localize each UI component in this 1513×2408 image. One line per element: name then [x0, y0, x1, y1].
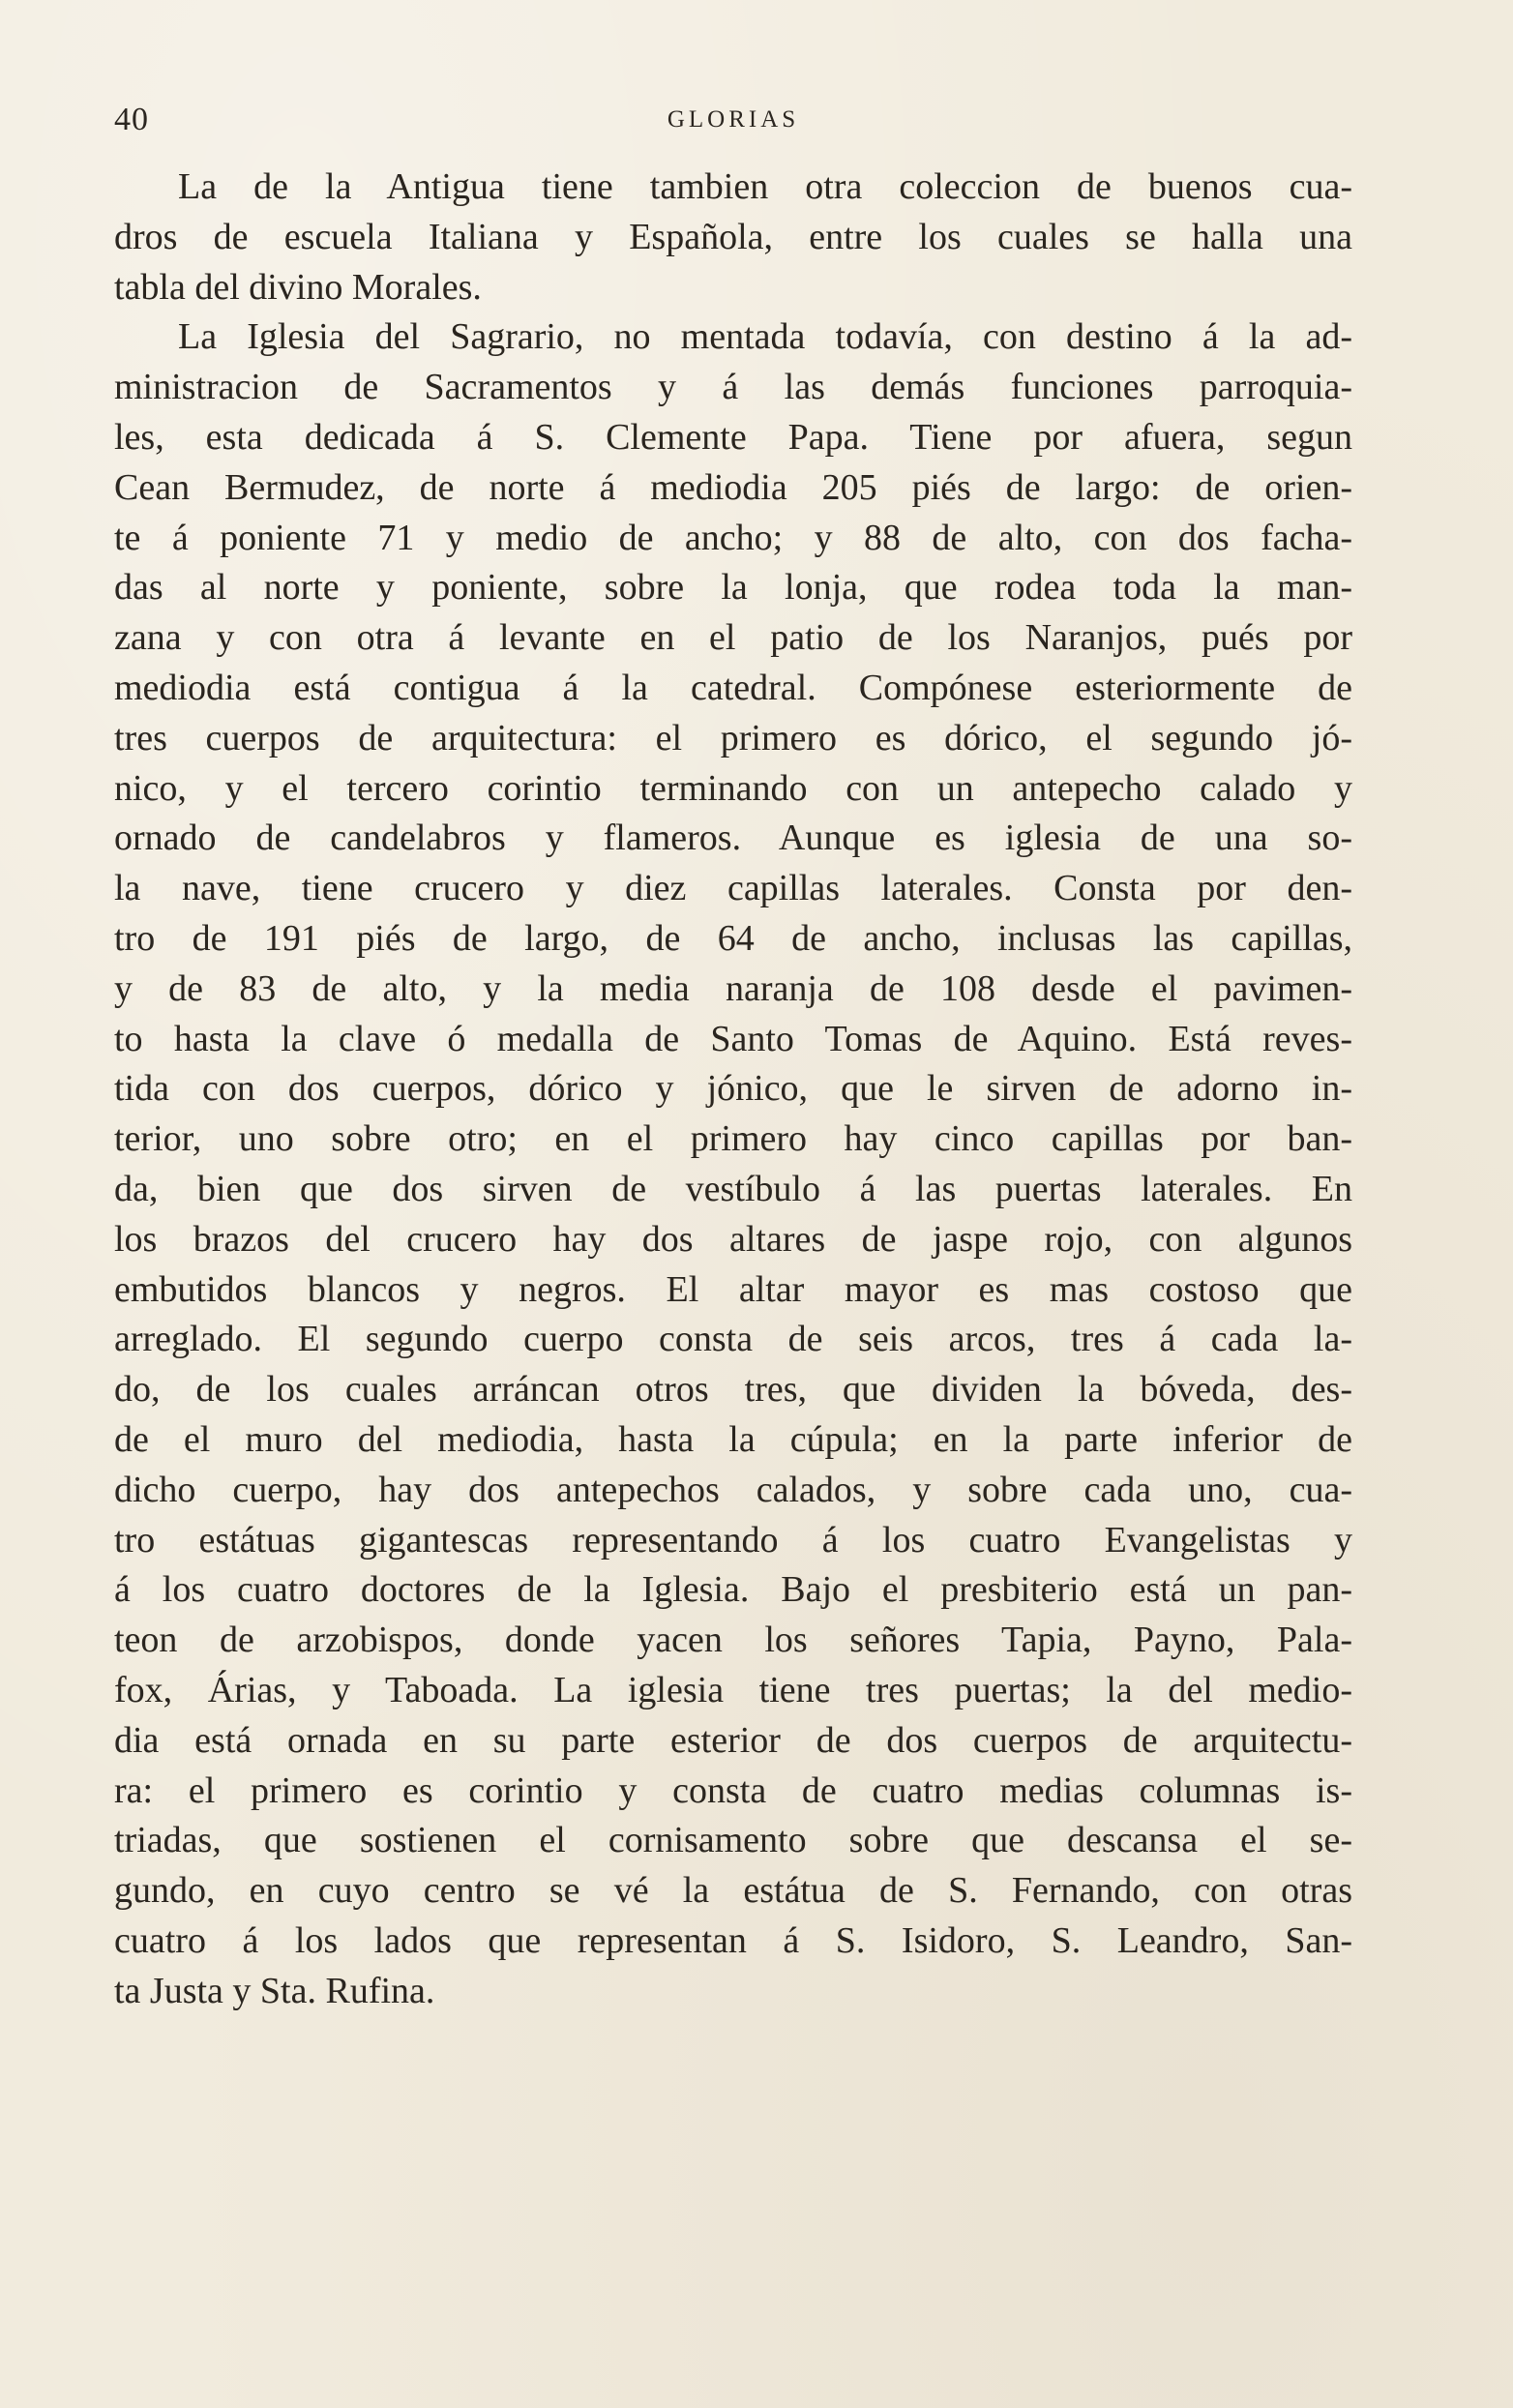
text-line: Cean Bermudez, de norte á mediodia 205 piés de largo: de orien- [114, 466, 1352, 508]
text-line: gundo, en cuyo centro se vé la estátua de S. Fernando, con otras [114, 1870, 1352, 1912]
text-line: to hasta la clave ó medalla de Santo Tomas de Aquino. Está reves- [114, 1018, 1352, 1059]
running-title: GLORIAS [667, 106, 800, 133]
text-line: ministracion de Sacramentos y á las demás funciones parroquia- [114, 367, 1352, 408]
page-header [114, 101, 1352, 139]
text-line: tida con dos cuerpos, dórico y jónico, que le sirven de adorno in- [114, 1068, 1352, 1110]
text-line: de el muro del mediodia, hasta la cúpula; en la parte inferior de [114, 1418, 1352, 1460]
text-line: á los cuatro doctores de la Iglesia. Bajo el presbiterio está un pan- [114, 1569, 1352, 1611]
text-line: ornado de candelabros y flameros. Aunque es iglesia de una so- [114, 818, 1352, 859]
text-line: y de 83 de alto, y la media naranja de 108 desde el pavimen- [114, 967, 1352, 1009]
text-line: te á poniente 71 y medio de ancho; y 88 de alto, con dos facha- [114, 517, 1352, 558]
text-line: ra: el primero es corintio y consta de cuatro medias columnas is- [114, 1769, 1352, 1811]
text-line: les, esta dedicada á S. Clemente Papa. Tiene por afuera, segun [114, 416, 1352, 458]
page-number: 40 [114, 102, 149, 137]
text-line: los brazos del crucero hay dos altares de jaspe rojo, con algunos [114, 1218, 1352, 1260]
text-line: cuatro á los lados que representan á S. Isidoro, S. Leandro, San- [114, 1919, 1352, 1961]
text-line: embutidos blancos y negros. El altar mayor es mas costoso que [114, 1268, 1352, 1310]
body-text [114, 163, 1352, 2016]
text-line: teon de arzobispos, donde yacen los señores Tapia, Payno, Pala- [114, 1620, 1352, 1661]
text-line: mediodia está contigua á la catedral. Compónese esteriormente de [114, 667, 1352, 708]
text-line: ta Justa y Sta. Rufina. [114, 1970, 435, 2011]
text-line: dros de escuela Italiana y Española, entre los cuales se halla una [114, 216, 1352, 257]
text-line: dia está ornada en su parte esterior de dos cuerpos de arquitectu- [114, 1719, 1352, 1761]
text-line: tro estátuas gigantescas representando á los cuatro Evangelistas y [114, 1519, 1352, 1561]
text-line: terior, uno sobre otro; en el primero hay cinco capillas por ban- [114, 1118, 1352, 1160]
text-line: triadas, que sostienen el cornisamento sobre que descansa el se- [114, 1820, 1352, 1861]
text-line: zana y con otra á levante en el patio de los Naranjos, pués por [114, 617, 1352, 659]
text-line: da, bien que dos sirven de vestíbulo á las puertas laterales. En [114, 1168, 1352, 1209]
text-line: das al norte y poniente, sobre la lonja, que rodea toda la man- [114, 567, 1352, 609]
text-line: tres cuerpos de arquitectura: el primero es dórico, el segundo jó- [114, 717, 1352, 758]
text-line: La de la Antigua tiene tambien otra coleccion de buenos cua- [178, 166, 1352, 207]
text-line: arreglado. El segundo cuerpo consta de seis arcos, tres á cada la- [114, 1319, 1352, 1360]
text-line: tabla del divino Morales. [114, 266, 482, 308]
text-line: la nave, tiene crucero y diez capillas laterales. Consta por den- [114, 868, 1352, 909]
text-line: dicho cuerpo, hay dos antepechos calados, y sobre cada uno, cua- [114, 1469, 1352, 1510]
text-line: nico, y el tercero corintio terminando con un antepecho calado y [114, 767, 1352, 809]
paragraph-sagrario [114, 312, 1352, 2016]
text-line: fox, Árias, y Taboada. La iglesia tiene tres puertas; la del medio- [114, 1669, 1352, 1710]
text-line: tro de 191 piés de largo, de 64 de ancho, inclusas las capillas, [114, 917, 1352, 959]
text-line: La Iglesia del Sagrario, no mentada todavía, con destino á la ad- [178, 316, 1352, 358]
paragraph-antigua [114, 163, 1352, 312]
text-line: do, de los cuales arráncan otros tres, que dividen la bóveda, des- [114, 1369, 1352, 1411]
